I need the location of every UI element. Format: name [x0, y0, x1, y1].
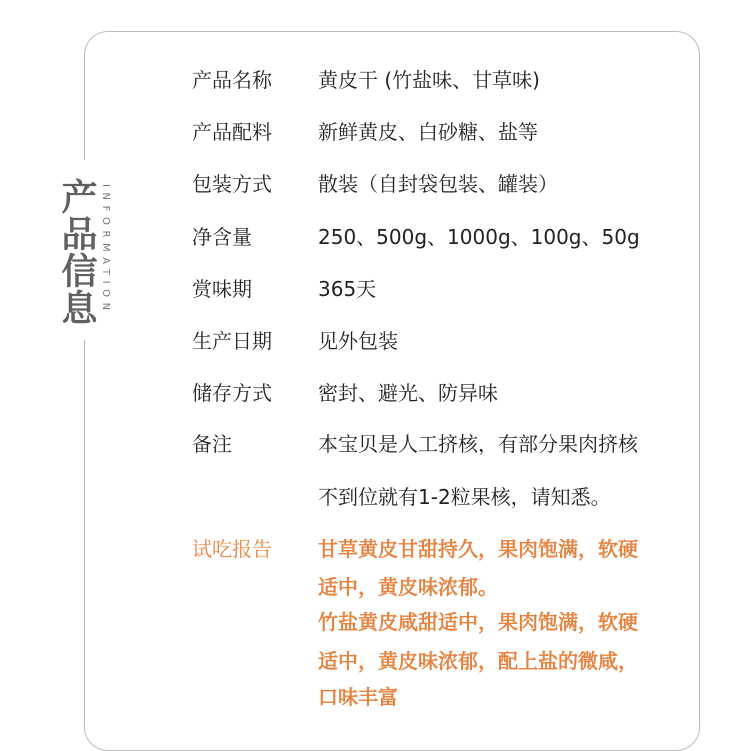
- report-line: 竹盐黄皮咸甜适中，果肉饱满，软硬: [318, 610, 638, 634]
- section-title: 产品信息: [56, 178, 97, 326]
- row-label-net-weight: 净含量: [192, 225, 252, 249]
- row-value-ingredients: 新鲜黄皮、白砂糖、盐等: [318, 120, 538, 144]
- row-value-net-weight: 250、500g、1000g、100g、50g: [318, 225, 640, 249]
- row-label-packaging: 包装方式: [192, 172, 272, 196]
- row-label-production-date: 生产日期: [192, 329, 272, 353]
- row-value-production-date: 见外包装: [318, 329, 398, 353]
- section-title-block: [52, 178, 122, 348]
- row-label-shelf-life: 赏味期: [192, 277, 252, 301]
- row-value-packaging: 散装（自封袋包装、罐装）: [318, 172, 558, 196]
- report-line: 口味丰富: [318, 685, 398, 709]
- section-subtitle: INFORMATION: [100, 184, 111, 316]
- report-line: 适中，黄皮味浓郁，配上盐的微咸，: [318, 649, 638, 673]
- row-value-remarks-line2: 不到位就有1-2粒果核，请知悉。: [318, 485, 611, 509]
- row-label-name: 产品名称: [192, 68, 272, 92]
- report-label: 试吃报告: [192, 537, 272, 561]
- report-line: 适中，黄皮味浓郁。: [318, 575, 498, 599]
- row-label-ingredients: 产品配料: [192, 120, 272, 144]
- report-line: 甘草黄皮甘甜持久，果肉饱满，软硬: [318, 537, 638, 561]
- row-label-storage: 储存方式: [192, 381, 272, 405]
- row-value-storage: 密封、避光、防异味: [318, 381, 498, 405]
- row-value-remarks-line1: 本宝贝是人工挤核，有部分果肉挤核: [318, 432, 638, 456]
- row-value-name: 黄皮干 (竹盐味、甘草味): [318, 68, 540, 92]
- row-value-shelf-life: 365天: [318, 277, 377, 301]
- row-label-remarks: 备注: [192, 432, 232, 456]
